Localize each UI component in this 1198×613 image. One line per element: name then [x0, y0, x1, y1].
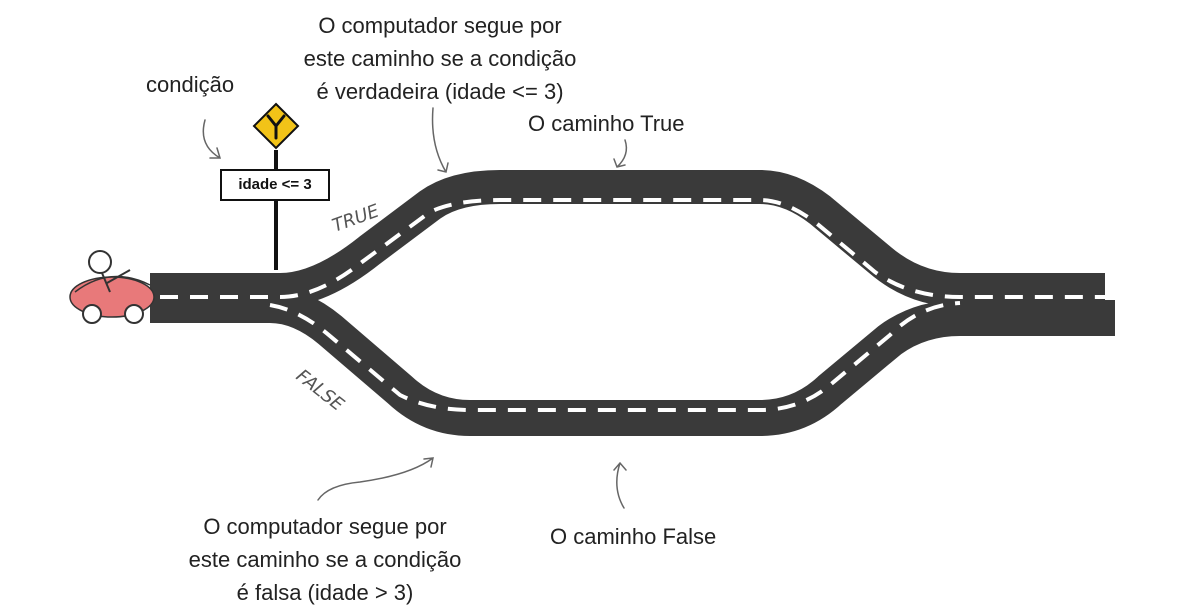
condition-arrow [203, 120, 220, 158]
false-path-arrow [614, 463, 626, 508]
true-path-arrow [614, 140, 626, 167]
false-path-label: O caminho False [550, 524, 717, 549]
true-path-road [150, 187, 1105, 290]
true-explanation-arrow [433, 108, 448, 172]
true-explanation-label [290, 9, 590, 108]
true-explanation-line-3: é verdadeira (idade <= 3) [316, 79, 564, 104]
false-path-road [150, 305, 1115, 418]
false-explanation-line-1: O computador segue por [203, 514, 447, 539]
condition-label: condição [146, 72, 235, 97]
false-road-text: FALSE [291, 365, 348, 416]
true-explanation-line-1: O computador segue por [318, 13, 562, 38]
true-road-text: TRUE [329, 200, 382, 237]
false-explanation-line-2: este caminho se a condição [188, 547, 462, 572]
false-explanation-line-3: é falsa (idade > 3) [236, 580, 414, 605]
true-explanation-line-2: este caminho se a condição [303, 46, 577, 71]
false-explanation-arrow [318, 458, 433, 500]
false-explanation-label [175, 510, 475, 609]
condition-sign: idade <= 3 [220, 169, 330, 201]
true-path-label: O caminho True [528, 111, 685, 136]
car-with-driver-icon [70, 251, 154, 323]
